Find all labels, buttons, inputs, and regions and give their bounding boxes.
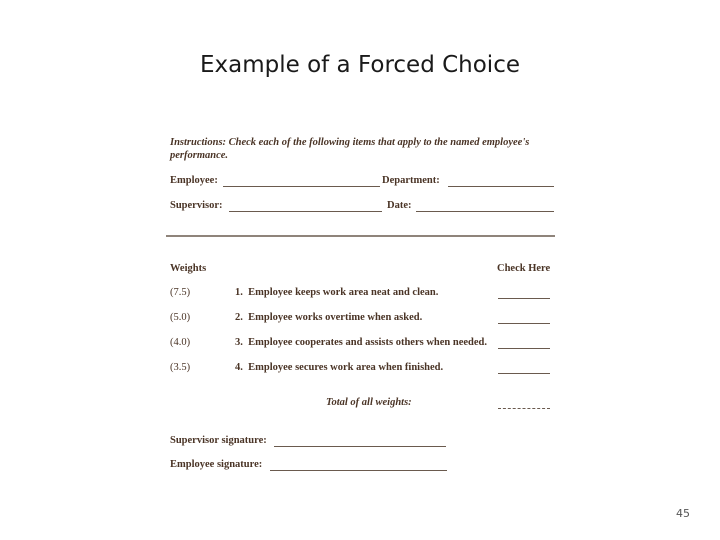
weights-header: Weights xyxy=(170,263,207,274)
check-here-header: Check Here xyxy=(497,263,551,274)
item-description: Employee cooperates and assists others when needed. xyxy=(248,337,487,348)
slide-title: Example of a Forced Choice xyxy=(199,52,520,78)
form-item xyxy=(166,337,556,351)
item-number: 1. xyxy=(235,287,243,298)
supervisor-row xyxy=(170,200,556,214)
employee-label: Employee: xyxy=(170,175,218,186)
supervisor-signature-line[interactable] xyxy=(274,446,446,447)
page-number: 45 xyxy=(676,507,690,520)
form-item xyxy=(166,312,556,326)
department-line[interactable] xyxy=(448,186,554,187)
item-weight: (3.5) xyxy=(170,362,191,373)
item-text xyxy=(235,287,438,298)
supervisor-signature-label: Supervisor signature: xyxy=(170,435,267,446)
employee-signature-row xyxy=(170,459,556,473)
total-line[interactable] xyxy=(498,408,550,409)
employee-signature-label: Employee signature: xyxy=(170,459,263,470)
item-number: 4. xyxy=(235,362,243,373)
supervisor-label: Supervisor: xyxy=(170,200,223,211)
item-number: 3. xyxy=(235,337,243,348)
item-text xyxy=(235,312,422,323)
item-weight: (4.0) xyxy=(170,337,191,348)
total-label: Total of all weights: xyxy=(326,397,412,408)
item-text xyxy=(235,337,487,348)
form-instructions: Instructions: Check each of the following items that apply to the named employee's performance. xyxy=(170,137,530,161)
form-item xyxy=(166,362,556,376)
item-check-line[interactable] xyxy=(498,348,550,349)
form-divider xyxy=(166,235,555,237)
employee-row xyxy=(170,175,556,189)
item-text xyxy=(235,362,443,373)
department-label: Department: xyxy=(382,175,440,186)
item-number: 2. xyxy=(235,312,243,323)
item-check-line[interactable] xyxy=(498,323,550,324)
item-description: Employee secures work area when finished. xyxy=(248,362,444,373)
item-description: Employee keeps work area neat and clean. xyxy=(248,287,439,298)
item-weight: (5.0) xyxy=(170,312,191,323)
employee-signature-line[interactable] xyxy=(270,470,447,471)
supervisor-line[interactable] xyxy=(229,211,382,212)
employee-line[interactable] xyxy=(223,186,380,187)
form-item xyxy=(166,287,556,301)
item-weight: (7.5) xyxy=(170,287,191,298)
supervisor-signature-row xyxy=(170,435,556,449)
date-line[interactable] xyxy=(416,211,554,212)
date-label: Date: xyxy=(387,200,412,211)
item-check-line[interactable] xyxy=(498,298,550,299)
item-description: Employee works overtime when asked. xyxy=(248,312,423,323)
item-check-line[interactable] xyxy=(498,373,550,374)
